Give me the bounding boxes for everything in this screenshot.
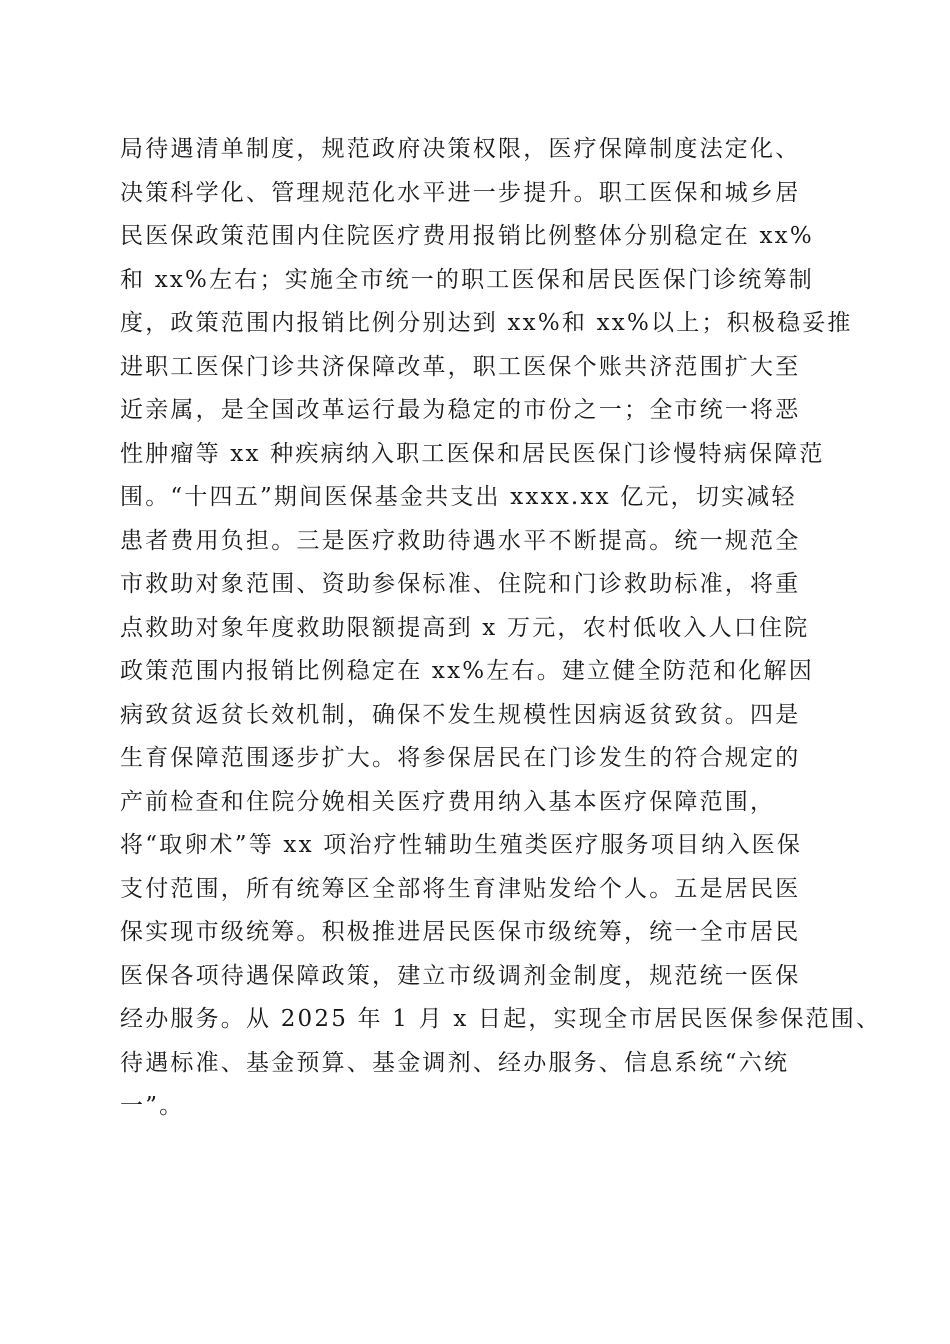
text-line: 支付范围，所有统筹区全部将生育津贴发给个人。五是居民医: [120, 875, 801, 902]
text-line: 近亲属，是全国改革运行最为稳定的市份之一；全市统一将恶: [120, 397, 801, 423]
text-line: 点救助对象年度救助限额提高到 x 万元，农村低收入人口住院: [120, 614, 810, 641]
text-line: 和 xx%左右；实施全市统一的职工医保和居民医保门诊统筹制: [120, 266, 814, 293]
text-line: 待遇标准、基金预算、基金调剂、经办服务、信息系统“六统: [120, 1049, 790, 1076]
text-line: 保实现市级统筹。积极推进居民医保市级统筹，统一全市居民: [120, 919, 801, 945]
text-line: 一”。: [120, 1093, 185, 1119]
text-line: 决策科学化、管理规范化水平进一步提升。职工医保和城乡居: [120, 179, 801, 206]
text-line: 围。“十四五”期间医保基金共支出 xxxx.xx 亿元，切实减轻: [120, 484, 797, 510]
text-line: 医保各项待遇保障政策，建立市级调剂金制度，规范统一医保: [120, 962, 801, 989]
text-line: 性肿瘤等 xx 种疾病纳入职工医保和居民医保门诊慢特病保障范: [120, 440, 825, 467]
body-paragraph: [120, 128, 882, 1129]
text-line: 经办服务。从 2025 年 1 月 x 日起，实现全市居民医保参保范围、: [120, 1006, 882, 1032]
text-line: 度，政策范围内报销比例分别达到 xx%和 xx%以上；积极稳妥推: [120, 310, 853, 336]
text-line: 产前检查和住院分娩相关医疗费用纳入基本医疗保障范围，: [120, 788, 776, 815]
text-line: 政策范围内报销比例稳定在 xx%左右。建立健全防范和化解因: [120, 658, 814, 684]
text-line: 市救助对象范围、资助参保标准、住院和门诊救助标准，将重: [120, 571, 801, 597]
text-line: 民医保政策范围内住院医疗费用报销比例整体分别稳定在 xx%: [120, 223, 814, 249]
text-line: 进职工医保门诊共济保障改革，职工医保个账共济范围扩大至: [120, 353, 801, 380]
text-line: 生育保障范围逐步扩大。将参保居民在门诊发生的符合规定的: [120, 745, 801, 771]
text-line: 局待遇清单制度，规范政府决策权限，医疗保障制度法定化、: [120, 136, 801, 162]
text-line: 患者费用负担。三是医疗救助待遇水平不断提高。统一规范全: [120, 527, 801, 554]
text-line: 将“取卵术”等 xx 项治疗性辅助生殖类医疗服务项目纳入医保: [120, 832, 803, 858]
text-line: 病致贫返贫长效机制，确保不发生规模性因病返贫致贫。四是: [120, 701, 801, 728]
